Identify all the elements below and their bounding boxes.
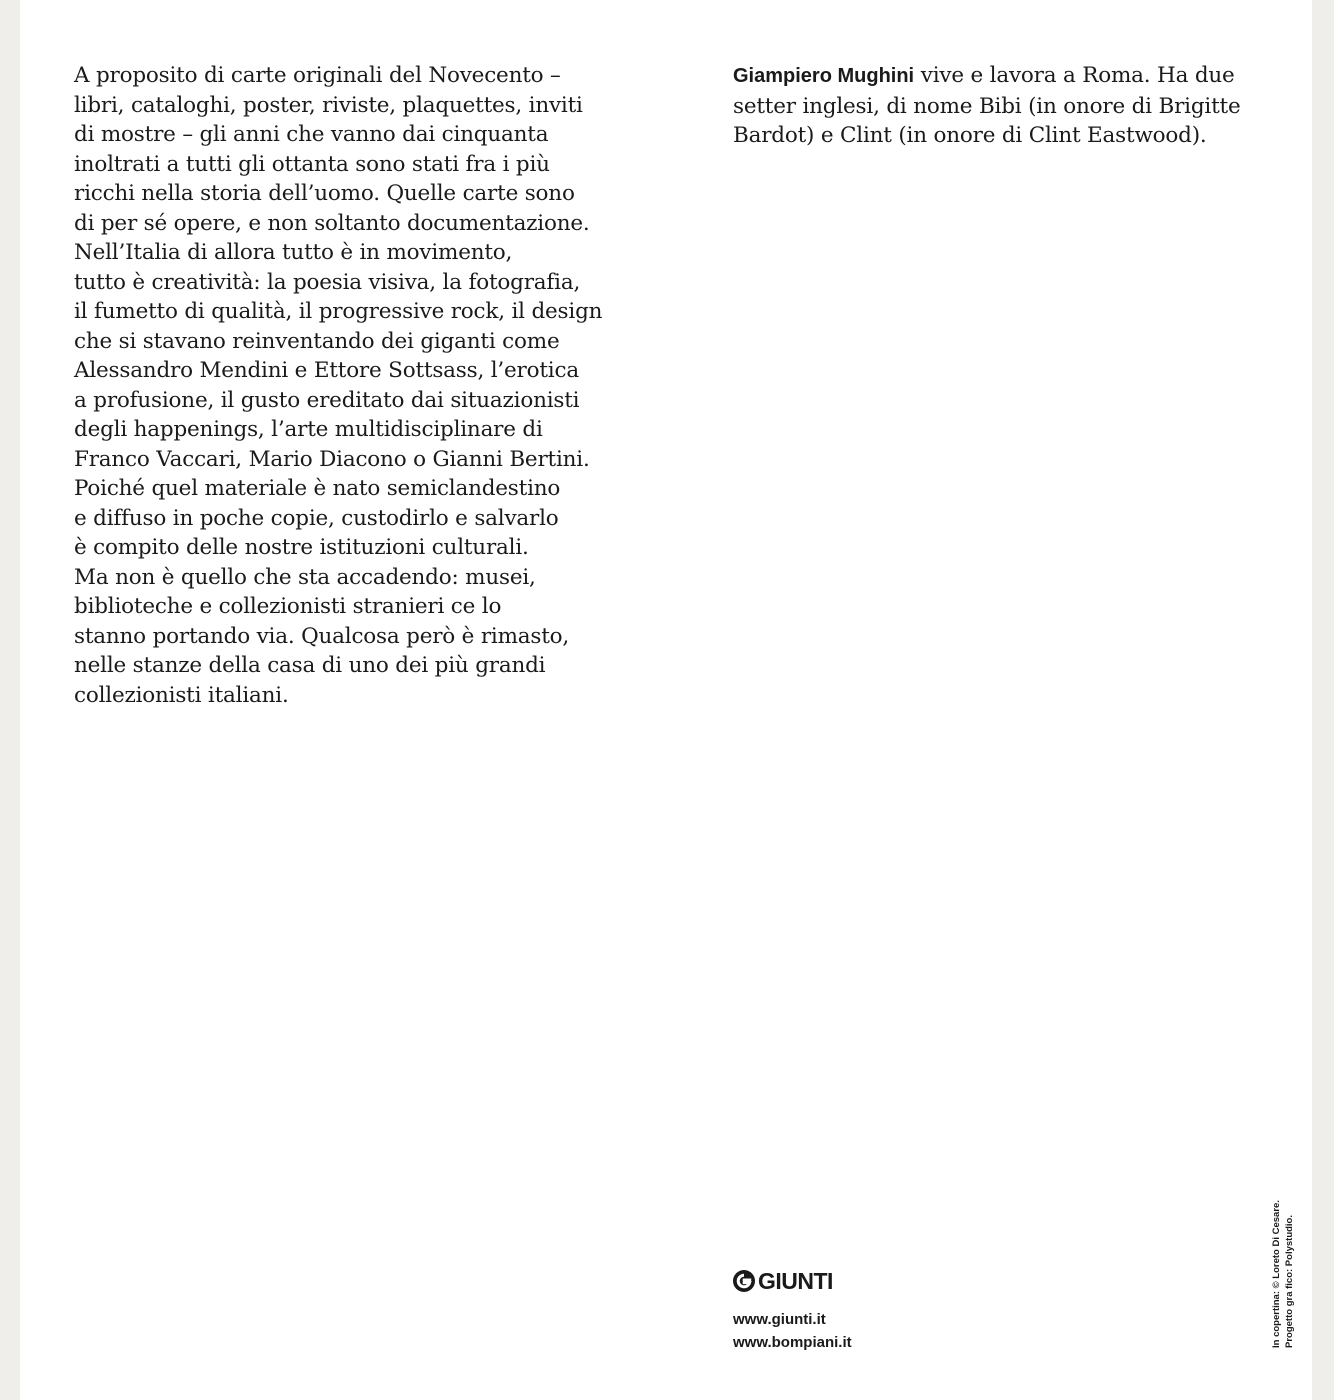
synopsis-text [74,61,614,710]
publisher-logo [732,1266,833,1296]
synopsis-line: Ma non è quello che sta accadendo: musei, [74,564,536,590]
synopsis-line: Alessandro Mendini e Ettore Sottsass, l’erotica [74,358,579,383]
giunti-url-link[interactable]: www.giunti.it [733,1311,826,1328]
author-bio-line: Bardot) e Clint (in onore di Clint Eastwood). [733,123,1207,148]
synopsis-line: di per sé opere, e non soltanto documentazione. [74,210,590,236]
author-bio-line: setter inglesi, di nome Bibi (in onore di Brigitte [733,93,1241,119]
synopsis-line: degli happenings, l’arte multidisciplinare di [74,417,543,442]
synopsis-line: è compito delle nostre istituzioni culturali. [74,535,529,560]
synopsis-line: A proposito di carte originali del Novecento – [74,63,561,88]
giunti-g-icon [732,1269,756,1293]
cover-photo-credit: In copertina: © Loreto Di Cesare. [1271,1200,1282,1348]
author-bio [733,61,1293,151]
synopsis-line: Franco Vaccari, Mario Diacono o Gianni Bertini. [74,446,590,472]
cover-credits [1270,1200,1296,1348]
bompiani-url-link[interactable]: www.bompiani.it [733,1334,852,1351]
author-bio-line [733,61,1293,92]
synopsis-line: nelle stanze della casa di uno dei più grandi [74,653,546,678]
synopsis-line: collezionisti italiani. [74,682,289,708]
synopsis-line: Poiché quel materiale è nato semiclandestino [74,476,561,501]
synopsis-line: ricchi nella storia dell’uomo. Quelle carte sono [74,181,575,206]
author-bio-text: vive e lavora a Roma. Ha due [914,63,1235,88]
publisher-logo-text: GIUNTI [758,1267,833,1294]
synopsis-line: di mostre – gli anni che vanno dai cinquanta [74,122,549,147]
synopsis-line: biblioteche e collezionisti stranieri ce lo [74,594,502,619]
graphic-design-credit: Progetto gra fico: Polystudio. [1284,1214,1295,1348]
synopsis-line: libri, cataloghi, poster, riviste, plaquettes, inviti [74,92,583,118]
synopsis-line: il fumetto di qualità, il progressive rock, il design [74,299,603,324]
author-name: Giampiero Mughini [733,65,915,87]
synopsis-line: a profusione, il gusto ereditato dai situazionisti [74,387,580,413]
back-cover-page [20,0,1312,1400]
synopsis-line: stanno portando via. Qualcosa però è rimasto, [74,623,570,649]
synopsis-line: Nell’Italia di allora tutto è in movimento, [74,240,513,265]
synopsis-line: e diffuso in poche copie, custodirlo e salvarlo [74,505,559,531]
synopsis-line: inoltrati a tutti gli ottanta sono stati fra i più [74,151,550,177]
synopsis-line: che si stavano reinventando dei giganti come [74,328,560,354]
publisher-urls [733,1308,852,1354]
synopsis-line: tutto è creatività: la poesia visiva, la fotografia, [74,269,581,295]
